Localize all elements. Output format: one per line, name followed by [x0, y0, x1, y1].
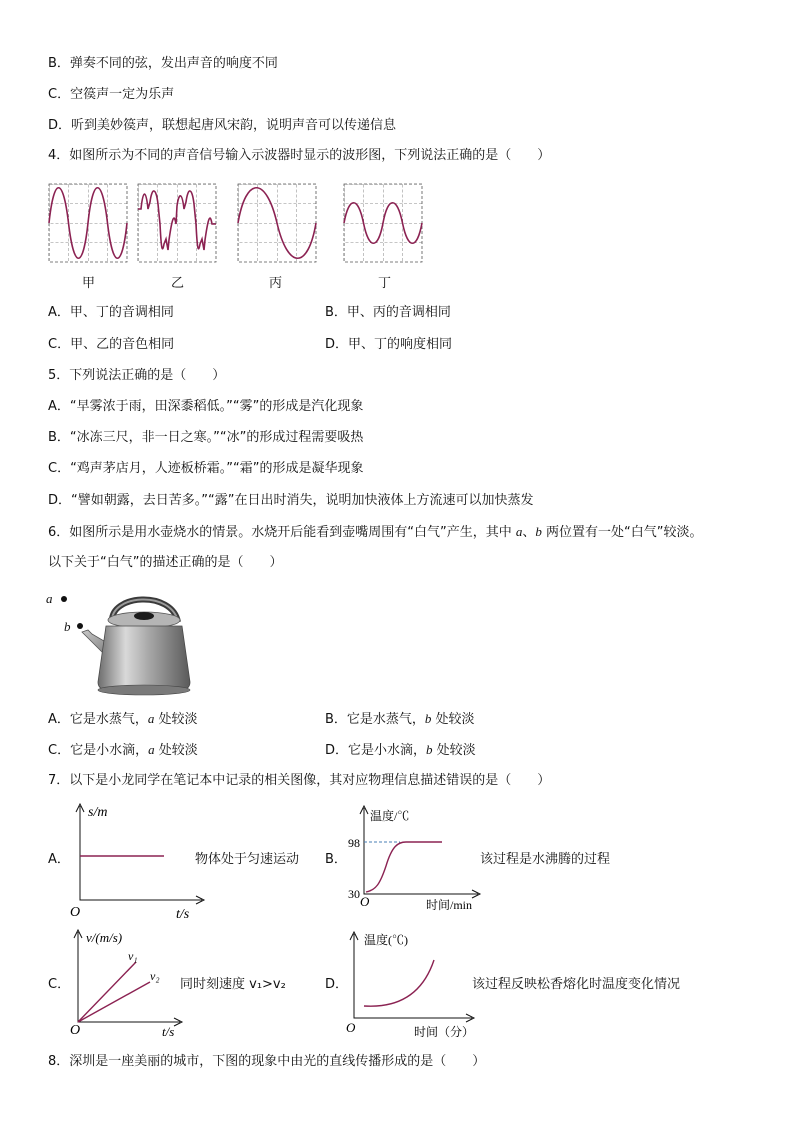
q7-C-desc: 同时刻速度 v₁>v₂	[180, 977, 286, 992]
q7-letter-C: C．	[48, 977, 71, 992]
q7-graph-D	[342, 926, 476, 1040]
kettle-figure	[44, 586, 194, 698]
wave-label-jia: 甲	[82, 276, 96, 291]
q4-option-B: B．甲、丙的音调相同	[325, 305, 451, 320]
option-C-prev: C．空篌声一定为乐声	[48, 87, 175, 102]
q7-B-origin: O	[360, 894, 370, 909]
wave-label-bing: 丙	[269, 276, 283, 291]
q7-graph-A	[66, 800, 206, 922]
point-b-label: b	[64, 619, 71, 634]
point-a-label: a	[46, 591, 53, 606]
q7-D-origin: O	[346, 1020, 356, 1035]
q7-C-v1-label: v₁	[128, 949, 138, 963]
oscilloscope-waveforms	[46, 182, 426, 266]
q6-option-D: D．它是小水滴，b 处较淡	[325, 742, 476, 758]
q7-D-curve	[364, 960, 434, 1006]
q7-C-ylabel: v/(m/s)	[86, 930, 123, 945]
wave-label-yi: 乙	[171, 276, 185, 291]
q7-A-ylabel: s/m	[88, 805, 108, 820]
q5-option-A: A．“早雾浓于雨，田深黍稻低。”“雾”的形成是汽化现象	[48, 399, 364, 414]
q6-stem-line1: 6．如图所示是用水壶烧水的情景。水烧开后能看到壶嘴周围有“白气”产生，其中 a、b 两位置有一处“白气”较淡。	[48, 524, 703, 540]
q7-D-desc: 该过程反映松香熔化时温度变化情况	[472, 977, 681, 992]
q7-C-origin: O	[70, 1023, 81, 1038]
q7-letter-B: B．	[325, 852, 347, 867]
q7-D-xlabel: 时间（分）	[414, 1025, 475, 1039]
q6-option-A: A．它是水蒸气，a 处较淡	[48, 711, 198, 727]
q7-C-xlabel: t/s	[162, 1024, 175, 1039]
q7-B-tick-30: 30	[348, 887, 360, 901]
option-B-prev: B．弹奏不同的弦，发出声音的响度不同	[48, 56, 278, 71]
q7-C-line-v1	[78, 962, 136, 1022]
q7-stem: 7．以下是小龙同学在笔记本中记录的相关图像，其对应物理信息描述错误的是（ ）	[48, 773, 551, 788]
q5-option-B: B．“冰冻三尺，非一日之寒。”“冰”的形成过程需要吸热	[48, 430, 364, 445]
q7-graph-B	[342, 804, 486, 912]
q7-B-tick-98: 98	[348, 836, 360, 850]
q8-stem: 8．深圳是一座美丽的城市，下图的现象中由光的直线传播形成的是（ ）	[48, 1054, 486, 1069]
q7-letter-A: A．	[48, 852, 70, 867]
wave-bing	[238, 184, 316, 262]
q7-C-v2-label: v₂	[150, 969, 160, 983]
q4-option-A: A．甲、丁的音调相同	[48, 305, 174, 320]
wave-label-ding: 丁	[378, 276, 392, 291]
q7-B-curve	[366, 842, 442, 892]
wave-ding	[344, 184, 422, 262]
q7-A-origin: O	[70, 905, 81, 920]
q5-option-C: C．“鸡声茅店月，人迹板桥霜。”“霜”的形成是凝华现象	[48, 461, 364, 476]
q7-graph-C	[66, 926, 186, 1040]
q7-D-ylabel: 温度(℃)	[364, 933, 408, 947]
q6-option-B: B．它是水蒸气，b 处较淡	[325, 711, 475, 727]
q6-option-C: C．它是小水滴，a 处较淡	[48, 742, 198, 758]
q7-letter-D: D．	[325, 977, 349, 992]
q7-C-line-v2	[78, 982, 150, 1022]
q4-option-C: C．甲、乙的音色相同	[48, 337, 175, 352]
q7-A-desc: 物体处于匀速运动	[195, 852, 300, 867]
q7-B-ylabel: 温度/℃	[370, 809, 410, 823]
point-b-dot	[77, 623, 83, 629]
q5-stem: 5．下列说法正确的是（ ）	[48, 368, 226, 383]
q7-B-desc: 该过程是水沸腾的过程	[480, 852, 611, 867]
wave-yi	[138, 184, 216, 262]
wave-jia	[49, 184, 127, 262]
q6-stem-line2: 以下关于“白气”的描述正确的是（ ）	[48, 555, 283, 570]
q7-A-xlabel: t/s	[176, 907, 190, 922]
point-a-dot	[61, 596, 67, 602]
q4-option-D: D．甲、丁的响度相同	[325, 337, 453, 352]
q5-option-D: D．“譬如朝露，去日苦多。”“露”在日出时消失，说明加快液体上方流速可以加快蒸发	[48, 493, 534, 508]
q4-stem: 4．如图所示为不同的声音信号输入示波器时显示的波形图，下列说法正确的是（ ）	[48, 148, 551, 163]
option-D-prev: D．听到美妙篌声，联想起唐风宋韵，说明声音可以传递信息	[48, 118, 397, 133]
q7-B-xlabel: 时间/min	[426, 898, 473, 912]
